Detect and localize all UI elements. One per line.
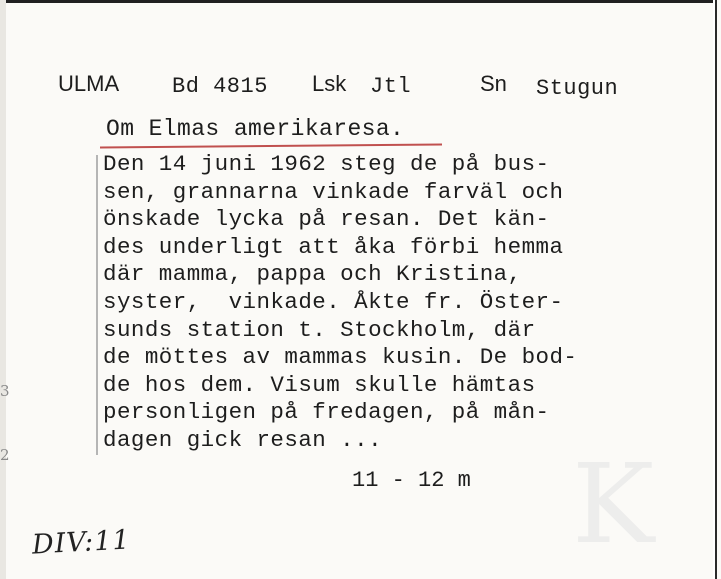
county-value: Jtl (370, 74, 412, 99)
card-right-edge (713, 0, 721, 579)
text-line: de hos dem. Visum skulle hämtas (103, 371, 536, 398)
subject-title: Om Elmas amerikaresa. (106, 116, 405, 142)
text-line: önskade lycka på resan. Det kän- (103, 206, 550, 233)
text-line: personligen på fredagen, på mån- (103, 399, 550, 426)
parish-value: Stugun (536, 76, 619, 101)
text-line: dagen gick resan ... (103, 426, 383, 453)
text-line: där mamma, pappa och Kristina, (103, 261, 522, 288)
text-line: sen, grannarna vinkade farväl och (103, 178, 564, 205)
county-label: Lsk (312, 71, 347, 96)
text-line: sunds station t. Stockholm, där (103, 316, 536, 343)
volume-number: Bd 4815 (172, 74, 268, 99)
card-top-edge (0, 0, 721, 3)
page-reference: 11 - 12 m (352, 468, 471, 493)
text-line: des underligt att åka förbi hemma (103, 233, 564, 260)
parish-label: Sn (480, 71, 507, 96)
margin-mark: 2 (0, 446, 10, 464)
margin-mark: 3 (0, 382, 10, 400)
handwritten-signum: DIV:11 (31, 524, 132, 561)
margin-rule (96, 155, 98, 455)
archive-code: ULMA (58, 71, 120, 96)
faint-background-watermark: K (572, 440, 659, 568)
subject-underline (100, 144, 442, 149)
card-left-edge (0, 0, 6, 579)
body-text (103, 151, 577, 455)
text-line: de möttes av mammas kusin. De bod- (103, 344, 578, 371)
text-line: Den 14 juni 1962 steg de på bus- (103, 151, 550, 177)
text-line: syster, vinkade. Åkte fr. Öster- (103, 288, 564, 315)
